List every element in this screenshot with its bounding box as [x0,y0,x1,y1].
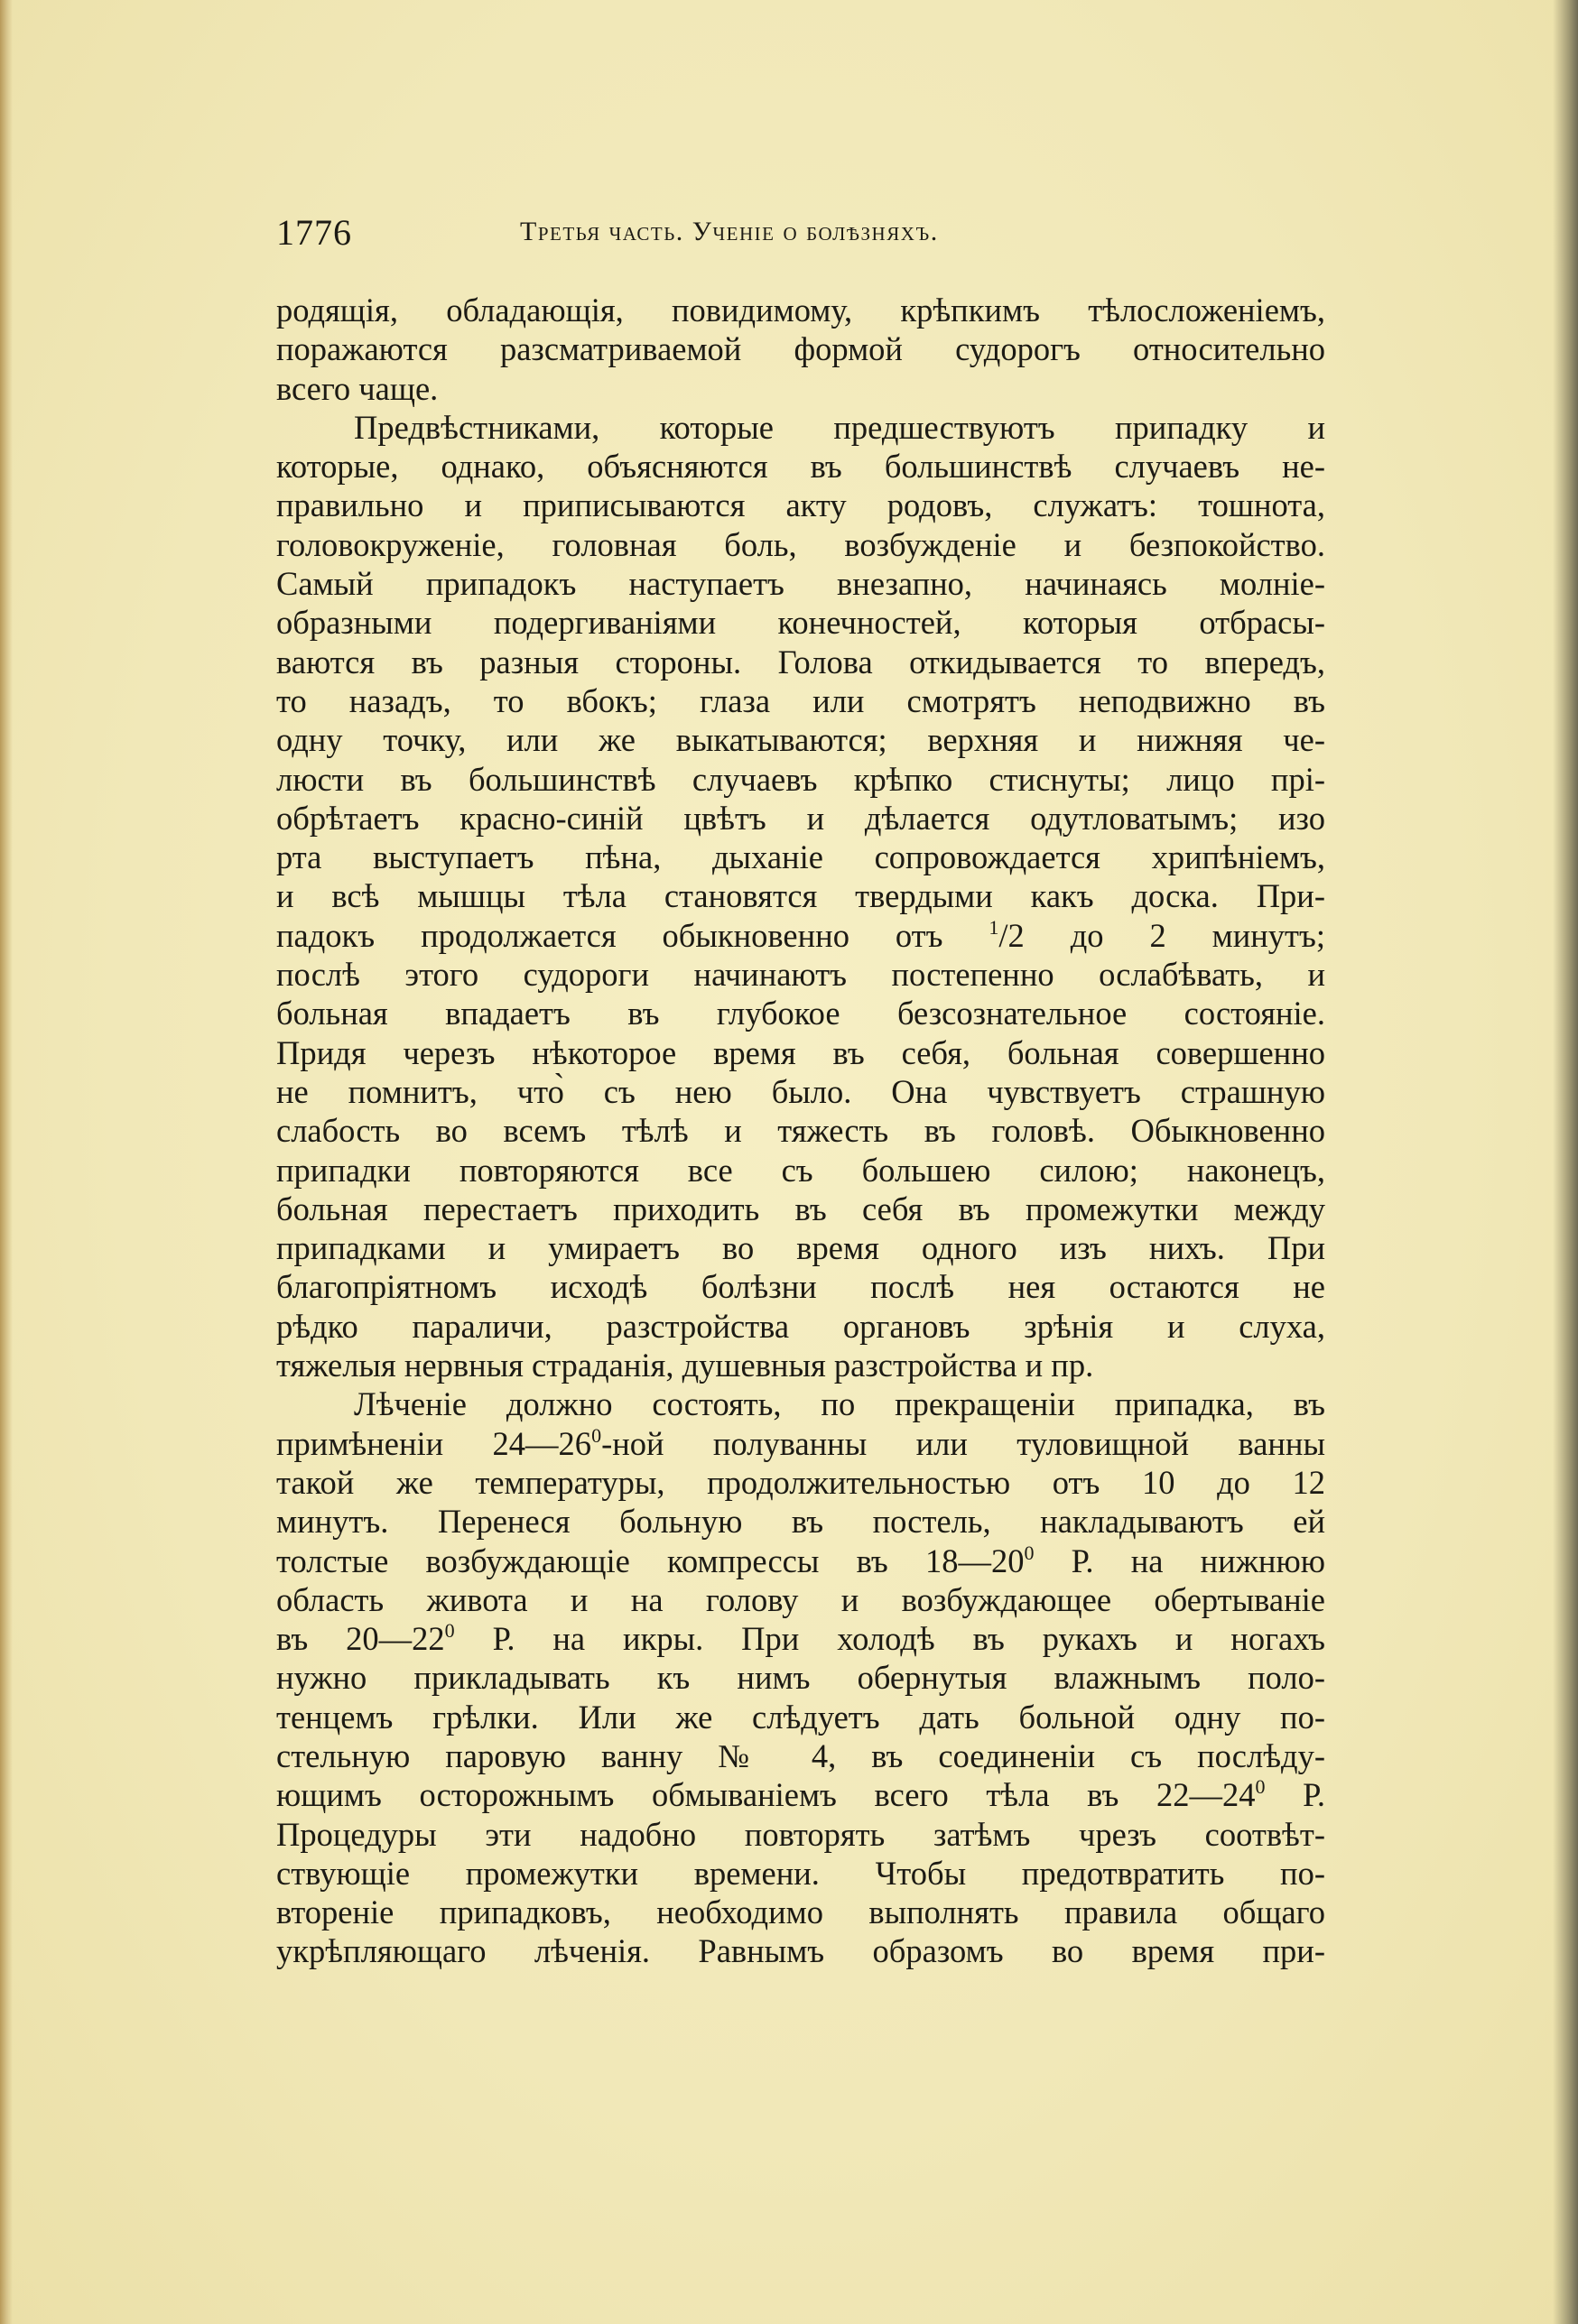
text-line: втореніе припадковъ, необходимо выполнять правила общаго [276,1893,1325,1931]
text-line: Лѣченіе должно состоять, по прекращеніи припадка, въ [354,1385,1325,1423]
text-line: стельную паровую ванну № 4, въ соединеніи съ послѣду- [276,1736,1325,1774]
text-line [276,1542,1325,1580]
text-line: ствующіе промежутки времени. Чтобы предотвратить по- [276,1854,1325,1892]
text-line-part: примѣненіи 24—26 [276,1424,592,1462]
text-line [276,1619,1325,1658]
text-line-part: ющимъ осторожнымъ обмываніемъ всего тѣла въ 22—24 [276,1776,1256,1814]
text-line: родящія, обладающія, повидимому, крѣпкимъ тѣлосложеніемъ, [276,292,1325,329]
text-line-part: толстые возбуждающіе компрессы въ 18—20 [276,1542,1025,1579]
text-line [276,1775,1325,1814]
text-line [276,1424,1325,1463]
superscript: 0 [1024,1541,1035,1564]
text-line [276,916,1325,955]
superscript: 1 [989,915,999,939]
page-right-edge [1553,0,1578,2324]
text-line: припадками и умираетъ во время одного изъ нихъ. При [276,1229,1325,1267]
text-line: Самый припадокъ наступаетъ внезапно, начинаясь молніе- [276,565,1325,603]
text-line: рѣдко параличи, разстройства органовъ зрѣнія и слуха, [276,1307,1325,1345]
text-line-part: Р. на нижнюю [1034,1542,1326,1579]
text-line: больная впадаетъ въ глубокое безсознательное состояніе. [276,995,1325,1032]
text-line-part: Р. на икры. При холодѣ въ рукахъ и ногахъ [454,1620,1325,1658]
text-line: Предвѣстниками, которые предшествуютъ припадку и [354,408,1325,446]
text-line: которые, однако, объясняются въ большинствѣ случаевъ не- [276,448,1325,486]
text-line-part: Р. [1265,1776,1325,1814]
superscript: 0 [444,1619,455,1643]
text-line: и всѣ мышцы тѣла становятся твердыми какъ доска. При- [276,877,1325,915]
text-line-part: /2 до 2 минутъ; [998,916,1325,954]
text-line: обрѣтаетъ красно-синій цвѣтъ и дѣлается одутловатымъ; изо [276,799,1325,837]
text-line: минутъ. Перенеся больную въ постель, накладываютъ ей [276,1503,1325,1541]
text-line: укрѣпляющаго лѣченія. Равнымъ образомъ во время при- [276,1932,1325,1970]
text-line: головокруженіе, головная боль, возбужденіе и безпокойство. [276,525,1325,563]
text-line: нужно прикладывать къ нимъ обернутыя влажнымъ поло- [276,1659,1325,1697]
text-line: одну точку, или же выкатываются; верхняя и нижняя че- [276,721,1325,759]
text-line: тяжелыя нервныя страданія, душевныя разстройства и пр. [276,1347,1094,1384]
text-line-part: въ 20—22 [276,1620,445,1658]
page-number: 1776 [276,212,352,253]
text-line-part: -ной полуванны или туловищной ванны [601,1424,1325,1462]
text-line: благопріятномъ исходѣ болѣзни послѣ нея остаются не [276,1268,1325,1306]
superscript: 0 [591,1423,602,1447]
text-line: такой же температуры, продолжительностью отъ 10 до 12 [276,1463,1325,1501]
text-line: то назадъ, то вбокъ; глаза или смотрятъ неподвижно въ [276,681,1325,719]
text-line: тенцемъ грѣлки. Или же слѣдуетъ дать больной одну по- [276,1698,1325,1736]
running-head: Третья часть. Ученiе о болѣзняхъ. [520,217,939,246]
text-line: рта выступаетъ пѣна, дыханіе сопровождается хрипѣніемъ, [276,838,1325,876]
text-line: всего чаще. [276,369,439,407]
page-left-edge [0,0,13,2324]
text-line: Процедуры эти надобно повторять затѣмъ чрезъ соотвѣт- [276,1815,1325,1853]
superscript: 0 [1255,1775,1266,1799]
text-line: Придя черезъ нѣкоторое время въ себя, больная совершенно [276,1033,1325,1071]
body-text [276,291,1325,1971]
text-line: люсти въ большинствѣ случаевъ крѣпко стиснуты; лицо прі- [276,760,1325,798]
text-line-part: падокъ продолжается обыкновенно отъ [276,916,989,954]
text-line: ваются въ разныя стороны. Голова откидывается то впередъ, [276,643,1325,681]
text-line: послѣ этого судороги начинаютъ постепенно ослабѣвать, и [276,956,1325,994]
text-line: область живота и на голову и возбуждающее обертываніе [276,1580,1325,1618]
text-line: поражаются разсматриваемой формой судорогъ относительно [276,330,1325,368]
text-line: образными подергиваніями конечностей, которыя отбрасы- [276,604,1325,642]
text-line: больная перестаетъ приходить въ себя въ промежутки между [276,1190,1325,1227]
text-line: слабость во всемъ тѣлѣ и тяжесть въ головѣ. Обыкновенно [276,1112,1325,1150]
text-line: правильно и приписываются акту родовъ, служатъ: тошнота, [276,486,1325,524]
text-line: не помнитъ, что̀ съ нею было. Она чувствуетъ страшную [276,1072,1325,1110]
page-header [276,211,1323,265]
text-line: припадки повторяются все съ большею силою; наконецъ, [276,1151,1325,1189]
